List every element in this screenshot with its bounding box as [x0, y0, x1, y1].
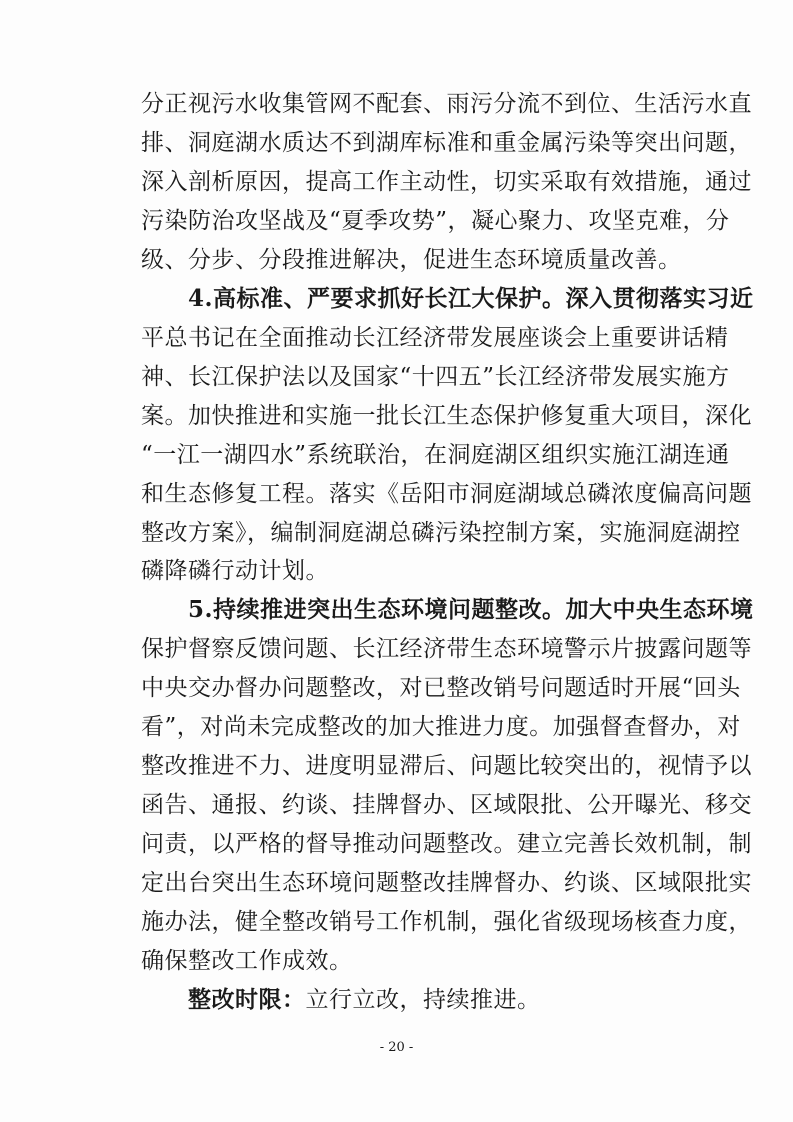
- text-line: 定出台突出生态环境问题整改挂牌督办、约谈、区域限批实: [141, 870, 752, 896]
- page-number: - 20 -: [379, 1040, 414, 1055]
- text-line: 案。加快推进和实施一批长江生态保护修复重大项目，深化: [141, 403, 752, 429]
- deadline-line: [188, 985, 541, 1015]
- text-line: 看”，对尚未完成整改的加大推进力度。加强督查督办，对: [141, 714, 741, 740]
- deadline-value: 立行立改，持续推进。: [305, 987, 541, 1013]
- text-line: 分正视污水收集管网不配套、雨污分流不到位、生活污水直: [141, 91, 752, 117]
- deadline-label: 整改时限：: [188, 986, 306, 1013]
- text-line: 排、洞庭湖水质达不到湖库标准和重金属污染等突出问题，: [141, 130, 752, 156]
- section-5-line: 5.持续推进突出生态环境问题整改。加大中央生态环境: [188, 596, 754, 623]
- text-line: 深入剖析原因，提高工作主动性，切实采取有效措施，通过: [141, 169, 752, 195]
- text-line: 级、分步、分段推进解决，促进生态环境质量改善。: [141, 247, 682, 273]
- text-line: 函告、通报、约谈、挂牌督办、区域限批、公开曝光、移交: [141, 792, 752, 818]
- text-line: 问责，以严格的督导推动问题整改。建立完善长效机制，制: [141, 831, 752, 857]
- text-line: 神、长江保护法以及国家“十四五”长江经济带发展实施方: [141, 364, 730, 390]
- text-line: 磷降磷行动计划。: [141, 558, 329, 584]
- text-line: 施办法，健全整改销号工作机制，强化省级现场核查力度，: [141, 909, 752, 935]
- text-line: 保护督察反馈问题、长江经济带生态环境警示片披露问题等: [141, 636, 752, 662]
- text-line: “一江一湖四水”系统联治，在洞庭湖区组织实施江湖连通: [141, 442, 730, 468]
- section-4-line: 4.高标准、严要求抓好长江大保护。深入贯彻落实习近: [188, 285, 754, 312]
- text-line: 平总书记在全面推动长江经济带发展座谈会上重要讲话精: [141, 325, 729, 351]
- text-line: 中央交办督办问题整改，对已整改销号问题适时开展“回头: [141, 675, 741, 701]
- text-line: 污染防治攻坚战及“夏季攻势”，凝心聚力、攻坚克难，分: [141, 208, 730, 234]
- text-line: 整改推进不力、进度明显滞后、问题比较突出的，视情予以: [141, 753, 752, 779]
- text-line: 和生态修复工程。落实《岳阳市洞庭湖域总磷浓度偏高问题: [141, 481, 752, 507]
- text-line: 确保整改工作成效。: [141, 948, 353, 974]
- text-line: 整改方案》，编制洞庭湖总磷污染控制方案，实施洞庭湖控: [141, 520, 741, 546]
